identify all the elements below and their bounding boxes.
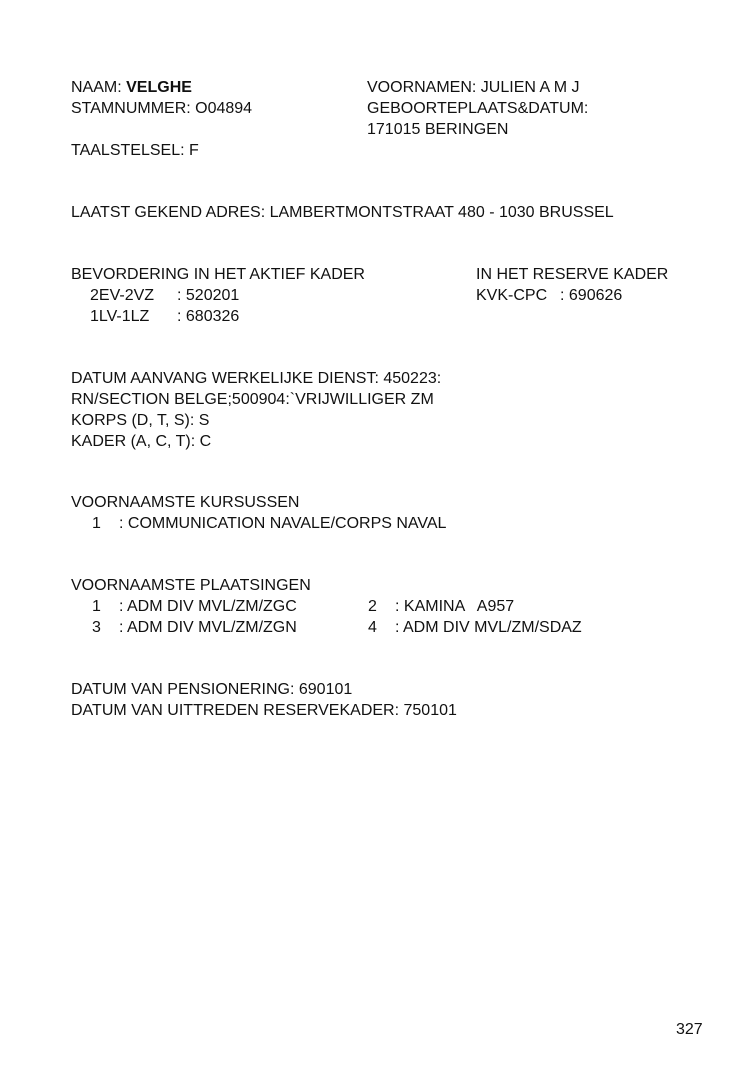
naam-line <box>71 78 192 98</box>
taalstelsel: TAALSTELSEL: F <box>71 142 199 159</box>
pensionering: DATUM VAN PENSIONERING: 690101 <box>71 681 353 698</box>
voornamen: VOORNAMEN: JULIEN A M J <box>367 79 580 96</box>
adres: LAATST GEKEND ADRES: LAMBERTMONTSTRAAT 480 - 1030 BRUSSEL <box>71 204 614 221</box>
dienst-line-2: RN/SECTION BELGE;500904:`VRIJWILLIGER ZM <box>71 391 434 408</box>
reserve-date-1: : 690626 <box>560 287 623 304</box>
plaatsing-num-2: 2 <box>368 598 377 615</box>
dienst-line-1: DATUM AANVANG WERKELIJKE DIENST: 450223: <box>71 370 442 387</box>
plaatsing-text-4: : ADM DIV MVL/ZM/SDAZ <box>395 619 582 636</box>
naam-value: VELGHE <box>126 79 192 96</box>
reserve-kader-title: IN HET RESERVE KADER <box>476 266 669 283</box>
plaatsing-num-3: 3 <box>92 619 101 636</box>
aktief-rank-2: 1LV-1LZ <box>90 308 150 325</box>
plaatsing-num-4: 4 <box>368 619 377 636</box>
kursus-text-1: : COMMUNICATION NAVALE/CORPS NAVAL <box>119 515 447 532</box>
page-number: 327 <box>676 1021 703 1038</box>
geboorte-label: GEBOORTEPLAATS&DATUM: <box>367 100 589 117</box>
reserve-rank-1: KVK-CPC <box>476 287 548 304</box>
aktief-rank-1: 2EV-2VZ <box>90 287 155 304</box>
stamnummer: STAMNUMMER: O04894 <box>71 100 253 117</box>
plaatsingen-title: VOORNAAMSTE PLAATSINGEN <box>71 577 311 594</box>
plaatsing-num-1: 1 <box>92 598 101 615</box>
plaatsing-text-1: : ADM DIV MVL/ZM/ZGC <box>119 598 297 615</box>
plaatsing-text-3: : ADM DIV MVL/ZM/ZGN <box>119 619 297 636</box>
aktief-kader-title: BEVORDERING IN HET AKTIEF KADER <box>71 266 365 283</box>
korps: KORPS (D, T, S): S <box>71 412 210 429</box>
kader: KADER (A, C, T): C <box>71 433 212 450</box>
uittreden: DATUM VAN UITTREDEN RESERVEKADER: 750101 <box>71 702 457 719</box>
plaatsing-text-2: : KAMINA A957 <box>395 598 515 615</box>
aktief-date-2: : 680326 <box>177 308 240 325</box>
kursussen-title: VOORNAAMSTE KURSUSSEN <box>71 494 300 511</box>
aktief-date-1: : 520201 <box>177 287 240 304</box>
geboorte-value: 171015 BERINGEN <box>367 121 509 138</box>
kursus-num-1: 1 <box>92 515 101 532</box>
naam-label: NAAM: <box>71 79 122 96</box>
